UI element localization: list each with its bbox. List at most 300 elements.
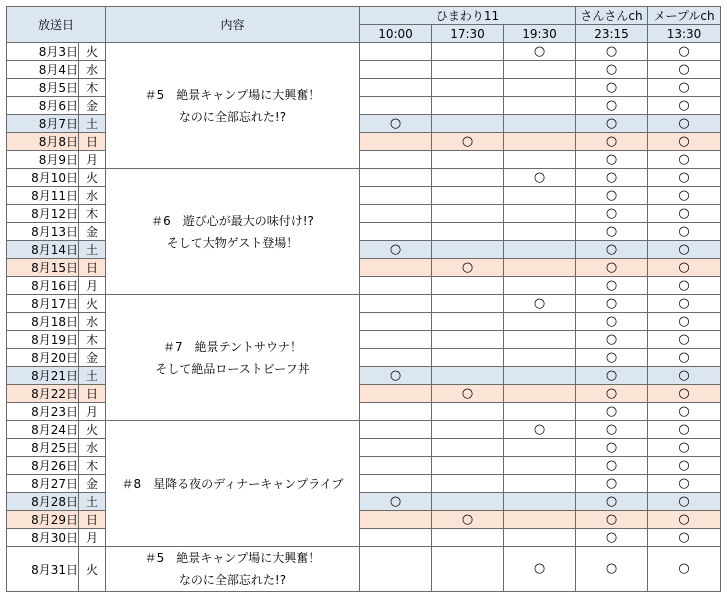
header-time-1930: 19:30 (504, 25, 576, 43)
broadcast-mark: ○ (678, 367, 690, 383)
episode-title-line1: ＃6 遊び心が最大の味付け!? (151, 213, 314, 228)
schedule-body (7, 43, 721, 592)
broadcast-mark: ○ (605, 561, 618, 576)
broadcast-mark: ○ (605, 385, 618, 401)
slot-cell (360, 79, 432, 97)
slot-cell (432, 421, 504, 439)
broadcast-mark: ○ (605, 97, 618, 113)
slot-cell (432, 169, 504, 187)
slot-cell (504, 313, 576, 331)
schedule-row (7, 547, 721, 592)
date-cell: 8月19日 (7, 331, 79, 349)
weekday-cell: 月 (79, 277, 106, 295)
broadcast-mark: ○ (605, 151, 618, 167)
broadcast-mark: ○ (678, 43, 690, 59)
slot-cell (360, 457, 432, 475)
slot-cell (360, 43, 432, 61)
date-cell: 8月16日 (7, 277, 79, 295)
slot-cell (360, 223, 432, 241)
slot-cell (648, 43, 721, 61)
slot-cell (504, 457, 576, 475)
broadcast-mark: ○ (605, 169, 618, 185)
slot-cell (432, 529, 504, 547)
broadcast-mark: ○ (678, 457, 690, 473)
slot-cell (576, 295, 648, 313)
slot-cell (504, 331, 576, 349)
slot-cell (576, 457, 648, 475)
slot-cell (504, 295, 576, 313)
broadcast-mark: ○ (605, 205, 618, 221)
broadcast-mark: ○ (678, 561, 690, 576)
episode-title-line2: なのに全部忘れた!? (178, 109, 287, 124)
slot-cell (648, 187, 721, 205)
slot-cell (432, 241, 504, 259)
broadcast-mark: ○ (605, 277, 618, 293)
broadcast-mark: ○ (605, 313, 618, 329)
broadcast-mark: ○ (389, 493, 402, 509)
broadcast-mark: ○ (461, 133, 474, 149)
slot-cell (576, 349, 648, 367)
date-cell: 8月20日 (7, 349, 79, 367)
schedule-row (7, 43, 721, 61)
slot-cell (504, 43, 576, 61)
slot-cell (432, 547, 504, 592)
date-cell: 8月10日 (7, 169, 79, 187)
weekday-cell: 日 (79, 385, 106, 403)
broadcast-mark: ○ (533, 295, 546, 311)
slot-cell (504, 475, 576, 493)
episode-content-cell (106, 421, 360, 547)
broadcast-mark: ○ (678, 529, 690, 545)
slot-cell (648, 385, 721, 403)
header-time-1000: 10:00 (360, 25, 432, 43)
date-cell: 8月30日 (7, 529, 79, 547)
broadcast-mark: ○ (605, 115, 618, 131)
slot-cell (648, 97, 721, 115)
slot-cell (648, 547, 721, 592)
episode-title-line2: そして大物ゲスト登場！ (166, 235, 299, 250)
broadcast-mark: ○ (605, 331, 618, 347)
weekday-cell: 水 (79, 439, 106, 457)
slot-cell (576, 241, 648, 259)
slot-cell (360, 475, 432, 493)
slot-cell (360, 187, 432, 205)
date-cell: 8月11日 (7, 187, 79, 205)
slot-cell (648, 115, 721, 133)
schedule-row (7, 295, 721, 313)
slot-cell (504, 547, 576, 592)
slot-cell (576, 529, 648, 547)
slot-cell (504, 439, 576, 457)
episode-title-line1: ＃8 星降る夜のディナーキャンプライブ (121, 476, 344, 491)
broadcast-mark: ○ (678, 169, 690, 185)
slot-cell (648, 313, 721, 331)
weekday-cell: 火 (79, 43, 106, 61)
slot-cell (360, 529, 432, 547)
broadcast-mark: ○ (678, 403, 690, 419)
schedule-row (7, 169, 721, 187)
slot-cell (576, 277, 648, 295)
slot-cell (504, 79, 576, 97)
slot-cell (504, 493, 576, 511)
broadcast-mark: ○ (678, 277, 690, 293)
header-time-1330: 13:30 (648, 25, 721, 43)
slot-cell (432, 439, 504, 457)
slot-cell (648, 421, 721, 439)
broadcast-mark: ○ (605, 79, 618, 95)
broadcast-mark: ○ (678, 331, 690, 347)
slot-cell (648, 403, 721, 421)
slot-cell (504, 169, 576, 187)
weekday-cell: 木 (79, 457, 106, 475)
date-cell: 8月24日 (7, 421, 79, 439)
broadcast-mark: ○ (678, 79, 690, 95)
slot-cell (576, 511, 648, 529)
broadcast-mark: ○ (389, 115, 402, 131)
slot-cell (648, 439, 721, 457)
slot-cell (648, 205, 721, 223)
date-cell: 8月15日 (7, 259, 79, 277)
broadcast-mark: ○ (389, 367, 402, 383)
broadcast-mark: ○ (605, 439, 618, 455)
weekday-cell: 水 (79, 61, 106, 79)
episode-title-line1: ＃5 絶景キャンプ場に大興奮！ (144, 87, 321, 102)
slot-cell (504, 529, 576, 547)
date-cell: 8月25日 (7, 439, 79, 457)
weekday-cell: 日 (79, 259, 106, 277)
broadcast-mark: ○ (605, 457, 618, 473)
slot-cell (432, 133, 504, 151)
date-cell: 8月6日 (7, 97, 79, 115)
slot-cell (432, 349, 504, 367)
broadcast-mark: ○ (678, 511, 690, 527)
slot-cell (576, 169, 648, 187)
header-date: 放送日 (7, 7, 106, 43)
weekday-cell: 土 (79, 493, 106, 511)
slot-cell (432, 277, 504, 295)
broadcast-mark: ○ (678, 133, 690, 149)
slot-cell (432, 43, 504, 61)
weekday-cell: 水 (79, 313, 106, 331)
broadcast-mark: ○ (533, 421, 546, 437)
slot-cell (648, 151, 721, 169)
date-cell: 8月9日 (7, 151, 79, 169)
slot-cell (576, 115, 648, 133)
broadcast-mark: ○ (605, 43, 618, 59)
slot-cell (648, 529, 721, 547)
slot-cell (432, 511, 504, 529)
slot-cell (648, 259, 721, 277)
date-cell: 8月17日 (7, 295, 79, 313)
slot-cell (432, 115, 504, 133)
slot-cell (360, 403, 432, 421)
broadcast-mark: ○ (605, 61, 618, 77)
date-cell: 8月8日 (7, 133, 79, 151)
slot-cell (576, 61, 648, 79)
slot-cell (432, 295, 504, 313)
weekday-cell: 火 (79, 169, 106, 187)
slot-cell (576, 223, 648, 241)
header-content: 内容 (106, 7, 360, 43)
slot-cell (576, 367, 648, 385)
broadcast-mark: ○ (678, 97, 690, 113)
date-cell: 8月21日 (7, 367, 79, 385)
slot-cell (648, 475, 721, 493)
weekday-cell: 火 (79, 547, 106, 592)
slot-cell (432, 385, 504, 403)
broadcast-mark: ○ (678, 385, 690, 401)
schedule-row (7, 421, 721, 439)
slot-cell (360, 169, 432, 187)
slot-cell (360, 385, 432, 403)
slot-cell (432, 367, 504, 385)
broadcast-mark: ○ (678, 259, 690, 275)
slot-cell (648, 79, 721, 97)
slot-cell (576, 151, 648, 169)
slot-cell (504, 385, 576, 403)
slot-cell (576, 43, 648, 61)
date-cell: 8月13日 (7, 223, 79, 241)
broadcast-mark: ○ (678, 313, 690, 329)
slot-cell (648, 295, 721, 313)
weekday-cell: 月 (79, 151, 106, 169)
episode-content-cell (106, 547, 360, 592)
weekday-cell: 月 (79, 403, 106, 421)
date-cell: 8月4日 (7, 61, 79, 79)
slot-cell (576, 385, 648, 403)
slot-cell (360, 511, 432, 529)
weekday-cell: 火 (79, 295, 106, 313)
slot-cell (504, 61, 576, 79)
slot-cell (648, 331, 721, 349)
slot-cell (576, 421, 648, 439)
broadcast-mark: ○ (605, 187, 618, 203)
weekday-cell: 日 (79, 133, 106, 151)
slot-cell (648, 493, 721, 511)
slot-cell (576, 313, 648, 331)
slot-cell (648, 133, 721, 151)
date-cell: 8月5日 (7, 79, 79, 97)
weekday-cell: 火 (79, 421, 106, 439)
broadcast-mark: ○ (605, 493, 618, 509)
slot-cell (576, 331, 648, 349)
slot-cell (360, 97, 432, 115)
broadcast-mark: ○ (605, 223, 618, 239)
slot-cell (360, 547, 432, 592)
broadcast-mark: ○ (678, 115, 690, 131)
slot-cell (576, 97, 648, 115)
slot-cell (504, 367, 576, 385)
weekday-cell: 木 (79, 331, 106, 349)
broadcast-mark: ○ (461, 511, 474, 527)
broadcast-mark: ○ (605, 295, 618, 311)
broadcast-mark: ○ (678, 151, 690, 167)
slot-cell (504, 133, 576, 151)
slot-cell (360, 61, 432, 79)
weekday-cell: 木 (79, 205, 106, 223)
slot-cell (360, 439, 432, 457)
slot-cell (360, 493, 432, 511)
broadcast-mark: ○ (605, 133, 618, 149)
broadcast-mark: ○ (678, 61, 690, 77)
episode-content-cell (106, 169, 360, 295)
header-row-channels (7, 7, 721, 25)
weekday-cell: 土 (79, 241, 106, 259)
broadcast-mark: ○ (678, 223, 690, 239)
weekday-cell: 月 (79, 529, 106, 547)
episode-title-line2: なのに全部忘れた!? (178, 573, 287, 587)
date-cell: 8月7日 (7, 115, 79, 133)
slot-cell (504, 277, 576, 295)
slot-cell (432, 457, 504, 475)
slot-cell (504, 349, 576, 367)
date-cell: 8月14日 (7, 241, 79, 259)
header-time-2315: 23:15 (576, 25, 648, 43)
slot-cell (504, 187, 576, 205)
slot-cell (648, 511, 721, 529)
date-cell: 8月26日 (7, 457, 79, 475)
header-channel-himawari: ひまわり11 (360, 7, 576, 25)
slot-cell (432, 475, 504, 493)
slot-cell (432, 313, 504, 331)
slot-cell (576, 493, 648, 511)
weekday-cell: 木 (79, 79, 106, 97)
broadcast-mark: ○ (605, 367, 618, 383)
broadcast-mark: ○ (678, 421, 690, 437)
slot-cell (576, 79, 648, 97)
broadcast-mark: ○ (678, 349, 690, 365)
slot-cell (360, 367, 432, 385)
slot-cell (432, 223, 504, 241)
slot-cell (576, 547, 648, 592)
date-cell: 8月29日 (7, 511, 79, 529)
slot-cell (432, 61, 504, 79)
slot-cell (576, 439, 648, 457)
date-cell: 8月12日 (7, 205, 79, 223)
slot-cell (648, 457, 721, 475)
episode-content-cell (106, 295, 360, 421)
slot-cell (432, 205, 504, 223)
slot-cell (648, 169, 721, 187)
slot-cell (504, 403, 576, 421)
slot-cell (504, 259, 576, 277)
date-cell: 8月18日 (7, 313, 79, 331)
slot-cell (504, 223, 576, 241)
header-channel-maple: メープルch (648, 7, 721, 25)
slot-cell (504, 115, 576, 133)
broadcast-mark: ○ (605, 421, 618, 437)
slot-cell (648, 61, 721, 79)
broadcast-mark: ○ (533, 169, 546, 185)
header-channel-sansan: さんさんch (576, 7, 648, 25)
header-time-1730: 17:30 (432, 25, 504, 43)
slot-cell (504, 241, 576, 259)
slot-cell (432, 151, 504, 169)
slot-cell (360, 313, 432, 331)
slot-cell (360, 115, 432, 133)
slot-cell (576, 187, 648, 205)
date-cell: 8月3日 (7, 43, 79, 61)
broadcast-mark: ○ (605, 241, 618, 257)
weekday-cell: 土 (79, 367, 106, 385)
slot-cell (576, 259, 648, 277)
broadcast-mark: ○ (605, 511, 618, 527)
slot-cell (360, 331, 432, 349)
weekday-cell: 金 (79, 349, 106, 367)
date-cell: 8月23日 (7, 403, 79, 421)
broadcast-mark: ○ (605, 529, 618, 545)
broadcast-mark: ○ (389, 241, 402, 257)
broadcast-mark: ○ (678, 493, 690, 509)
slot-cell (648, 241, 721, 259)
weekday-cell: 水 (79, 187, 106, 205)
slot-cell (648, 277, 721, 295)
slot-cell (576, 475, 648, 493)
date-cell: 8月31日 (7, 547, 79, 592)
slot-cell (432, 79, 504, 97)
weekday-cell: 金 (79, 97, 106, 115)
slot-cell (504, 511, 576, 529)
slot-cell (648, 349, 721, 367)
broadcast-mark: ○ (461, 385, 474, 401)
slot-cell (504, 151, 576, 169)
weekday-cell: 金 (79, 475, 106, 493)
date-cell: 8月28日 (7, 493, 79, 511)
date-cell: 8月27日 (7, 475, 79, 493)
broadcast-mark: ○ (605, 403, 618, 419)
episode-title-line1: ＃5 絶景キャンプ場に大興奮！ (144, 551, 321, 565)
broadcast-mark: ○ (678, 439, 690, 455)
slot-cell (432, 493, 504, 511)
broadcast-schedule-table (6, 6, 721, 592)
slot-cell (648, 367, 721, 385)
slot-cell (432, 187, 504, 205)
weekday-cell: 金 (79, 223, 106, 241)
broadcast-mark: ○ (605, 259, 618, 275)
slot-cell (360, 277, 432, 295)
weekday-cell: 土 (79, 115, 106, 133)
broadcast-mark: ○ (533, 561, 546, 576)
broadcast-mark: ○ (461, 259, 474, 275)
slot-cell (648, 223, 721, 241)
broadcast-mark: ○ (678, 241, 690, 257)
slot-cell (360, 421, 432, 439)
slot-cell (576, 403, 648, 421)
episode-title-line2: そして絶品ローストビーフ丼 (155, 361, 310, 376)
slot-cell (576, 133, 648, 151)
weekday-cell: 日 (79, 511, 106, 529)
slot-cell (360, 295, 432, 313)
broadcast-mark: ○ (605, 475, 618, 491)
broadcast-mark: ○ (678, 187, 690, 203)
slot-cell (432, 331, 504, 349)
slot-cell (360, 151, 432, 169)
slot-cell (432, 403, 504, 421)
episode-title-line1: ＃7 絶景テントサウナ！ (162, 339, 303, 354)
slot-cell (360, 349, 432, 367)
slot-cell (360, 241, 432, 259)
broadcast-mark: ○ (678, 295, 690, 311)
broadcast-mark: ○ (678, 205, 690, 221)
slot-cell (576, 205, 648, 223)
slot-cell (360, 205, 432, 223)
broadcast-mark: ○ (678, 475, 690, 491)
slot-cell (432, 259, 504, 277)
slot-cell (504, 97, 576, 115)
slot-cell (504, 421, 576, 439)
date-cell: 8月22日 (7, 385, 79, 403)
broadcast-mark: ○ (533, 43, 546, 59)
